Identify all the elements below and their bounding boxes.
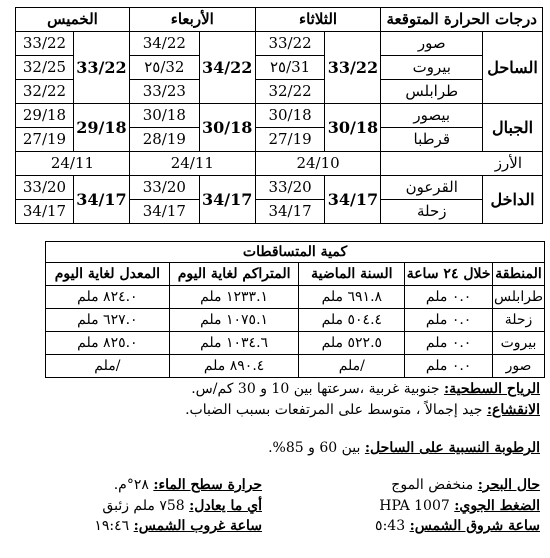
place-temp: 34/22 — [129, 32, 199, 56]
sunrise-value: ٥:43 — [375, 518, 410, 534]
region-temp: 29/18 — [73, 104, 129, 152]
temperature-header: درجات الحرارة المتوقعة — [381, 8, 543, 32]
place-temp: 28/19 — [129, 128, 199, 152]
place-temp: 34/17 — [255, 200, 325, 224]
sea-temp-label: حرارة سطح الماء: — [153, 477, 262, 493]
table-cell: ٥٠٤.٤ ملم — [299, 309, 405, 332]
precipitation-table — [45, 241, 545, 378]
cloud-line — [185, 402, 540, 418]
pressure-line — [379, 498, 540, 514]
table-cell: ٠.٠ ملم — [405, 332, 493, 355]
cloud-value: جيد إجمالاً ، متوسط على المرتفعات بسبب الضباب. — [185, 402, 487, 418]
table-cell: /ملم — [46, 355, 170, 378]
region-temp: 34/22 — [199, 32, 255, 104]
column-header: السنة الماضية — [299, 263, 405, 286]
place-temp: 29/18 — [16, 104, 74, 128]
table-row — [16, 176, 543, 200]
region-temp: 33/22 — [73, 32, 129, 104]
place-temp: 24/11 — [16, 152, 130, 176]
table-cell: ٠.٠ ملم — [405, 309, 493, 332]
place-temp: 24/10 — [255, 152, 381, 176]
column-header: خلال ٢٤ ساعة — [405, 263, 493, 286]
place-temp: 33/22 — [16, 32, 74, 56]
sunrise-line — [375, 518, 540, 534]
table-cell: زحلة — [493, 309, 545, 332]
sunrise-label: ساعة شروق الشمس: — [409, 518, 540, 534]
column-header: المتراكم لغاية اليوم — [169, 263, 299, 286]
place-temp: 32/٢٥ — [129, 56, 199, 80]
place-temp: 33/20 — [129, 176, 199, 200]
equiv-value: ٧58 ملم زئبق — [102, 498, 190, 514]
humidity-line — [268, 440, 540, 456]
place-name: زحلة — [381, 200, 483, 224]
sea-state-line — [391, 477, 540, 493]
place-temp: 30/18 — [129, 104, 199, 128]
region-temp: 30/18 — [325, 104, 381, 152]
place-temp: 33/20 — [16, 176, 74, 200]
place-temp: 32/22 — [16, 80, 74, 104]
sunset-line — [94, 518, 262, 534]
table-cell: ٨٢٥.٠ ملم — [46, 332, 170, 355]
equiv-line — [102, 498, 262, 514]
place-temp: 33/20 — [255, 176, 325, 200]
precipitation-header-row — [46, 263, 545, 286]
sunset-value: ١٩:٤٦ — [94, 518, 134, 534]
region-temp: 34/17 — [73, 176, 129, 224]
equiv-label: أي ما يعادل: — [189, 498, 262, 514]
wind-value: جنوبية غربية ،سرعتها بين 10 و 30 كم/س. — [191, 381, 444, 397]
place-name: طرابلس — [381, 80, 483, 104]
table-cell: ٦٩١.٨ ملم — [299, 286, 405, 309]
sea-state-label: حال البحر: — [477, 477, 540, 493]
place-temp: 30/18 — [255, 104, 325, 128]
column-header: المنطقة — [493, 263, 545, 286]
region-temp: 33/22 — [325, 32, 381, 104]
table-cell: صور — [493, 355, 545, 378]
region-name: الساحل — [483, 32, 543, 104]
cloud-label: الانقشاع: — [486, 402, 540, 418]
place-temp: 32/22 — [255, 80, 325, 104]
region-temp: 30/18 — [199, 104, 255, 152]
table-cell: بيروت — [493, 332, 545, 355]
column-header: المعدل لغاية اليوم — [46, 263, 170, 286]
table-row — [16, 152, 543, 176]
humidity-value: بين 60 و 85%. — [268, 440, 365, 456]
place-temp: 27/19 — [16, 128, 74, 152]
pressure-label: الضغط الجوي: — [454, 498, 540, 514]
table-cell: طرابلس — [493, 286, 545, 309]
table-row — [46, 286, 545, 309]
table-cell: ١٢٣٣.١ ملم — [169, 286, 299, 309]
day-header: الخميس — [16, 8, 130, 32]
table-cell: ٠.٠ ملم — [405, 286, 493, 309]
wind-line — [191, 381, 540, 397]
table-cell: ١٠٣٤.٦ ملم — [169, 332, 299, 355]
sea-state-value: منخفض الموج — [391, 477, 478, 493]
place-temp: 34/17 — [129, 200, 199, 224]
day-header: الثلاثاء — [255, 8, 381, 32]
place-temp: 32/25 — [16, 56, 74, 80]
region-temp: 34/17 — [325, 176, 381, 224]
place-temp: 31/٢٥ — [255, 56, 325, 80]
sea-temp-line — [114, 477, 262, 493]
table-cell: ٠.٠ ملم — [405, 355, 493, 378]
place-temp: 33/22 — [255, 32, 325, 56]
place-name: صور — [381, 32, 483, 56]
day-header: الأربعاء — [129, 8, 255, 32]
humidity-label: الرطوبة النسبية على الساحل: — [364, 440, 540, 456]
place-temp: 24/11 — [129, 152, 255, 176]
sunset-label: ساعة غروب الشمس: — [133, 518, 262, 534]
table-row — [16, 104, 543, 128]
table-cell: ٦٢٧.٠ ملم — [46, 309, 170, 332]
pressure-value: HPA 1007 — [379, 498, 455, 514]
place-name: الأرز — [381, 152, 543, 176]
place-name: القرعون — [381, 176, 483, 200]
table-row — [16, 32, 543, 56]
region-temp: 34/17 — [199, 176, 255, 224]
table-row — [46, 309, 545, 332]
place-temp: 33/23 — [129, 80, 199, 104]
table-cell: ٥٢٢.٥ ملم — [299, 332, 405, 355]
place-name: قرطبا — [381, 128, 483, 152]
place-name: بيروت — [381, 56, 483, 80]
table-row — [46, 355, 545, 378]
table-cell: ٨٩٠.٤ ملم — [169, 355, 299, 378]
table-cell: ٨٢٤.٠ ملم — [46, 286, 170, 309]
table-row — [46, 332, 545, 355]
temperature-header-row — [16, 8, 543, 32]
wind-label: الرياح السطحية: — [443, 381, 540, 397]
place-temp: 27/19 — [255, 128, 325, 152]
sea-temp-value: ٢٨°م. — [113, 477, 154, 493]
table-cell: /ملم — [299, 355, 405, 378]
place-temp: 34/17 — [16, 200, 74, 224]
table-cell: ١٠٧٥.١ ملم — [169, 309, 299, 332]
precipitation-title: كمية المتساقطات — [46, 242, 545, 263]
region-name: الداخل — [483, 176, 543, 224]
temperature-table — [15, 7, 543, 224]
region-name: الجبال — [483, 104, 543, 152]
place-name: بيصور — [381, 104, 483, 128]
